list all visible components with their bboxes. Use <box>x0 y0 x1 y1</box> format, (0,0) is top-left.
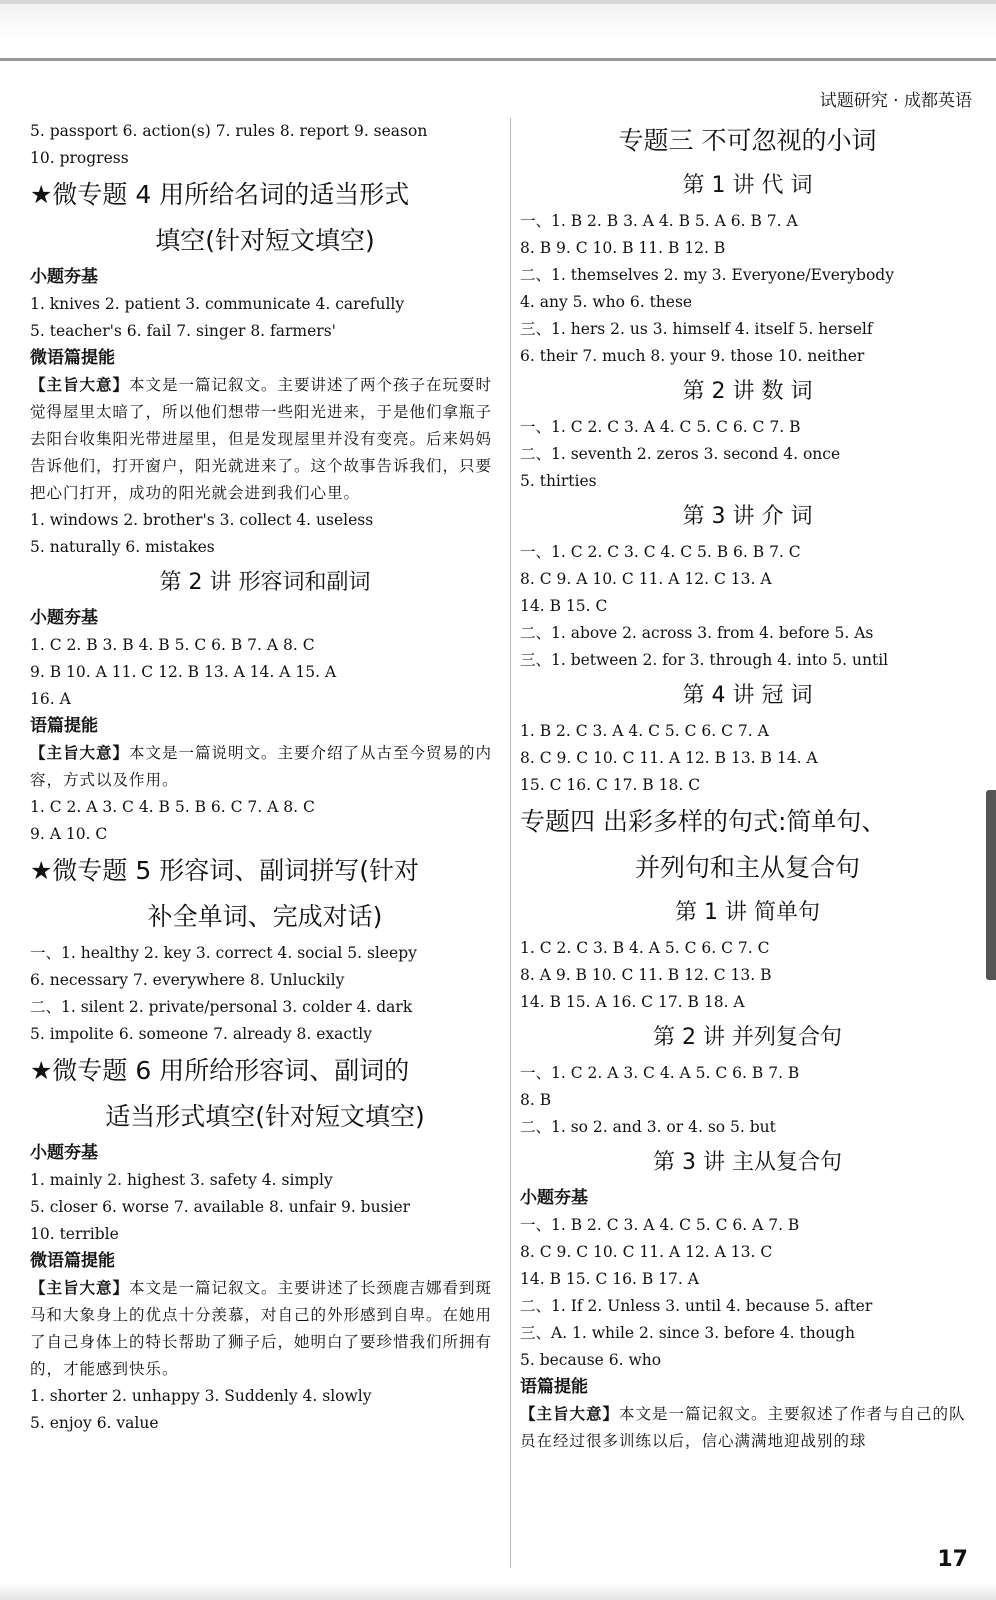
answer-line: 一、1. C 2. C 3. A 4. C 5. C 6. C 7. B <box>520 418 801 436</box>
answer-line: 5. passport 6. action(s) 7. rules 8. report 9. season <box>30 122 428 140</box>
answer-line: 14. B 15. C <box>520 597 608 615</box>
answer-line: 一、1. C 2. A 3. C 4. A 5. C 6. B 7. B <box>520 1064 800 1082</box>
right-column <box>520 118 975 1455</box>
summary-tag: 【主旨大意】 <box>30 376 130 394</box>
answer-line: 8. A 9. B 10. C 11. B 12. C 13. B <box>520 966 772 984</box>
topic-heading: 适当形式填空(针对短文填空) <box>105 1102 425 1131</box>
summary-text: 本文是一篇记叙文。主要讲述了长颈鹿吉娜看到斑马和大象身上的优点十分羡慕，对自己的外形感到自卑。在她用了自己身体上的特长帮助了狮子后，她明白了要珍惜我们所拥有的，才能感到快乐。 <box>30 1279 493 1378</box>
bottom-border <box>0 1582 996 1600</box>
lesson-heading: 第 2 讲 形容词和副词 <box>159 570 371 595</box>
summary-text: 本文是一篇记叙文。主要讲述了两个孩子在玩耍时觉得屋里太暗了，所以他们想带一些阳光进来，于是他们拿瓶子去阳台收集阳光带进屋里，但是发现屋里并没有变亮。后来妈妈告诉他们，打开窗户，阳光就进来了。这个故事告诉我们，只要把心门打开，成功的阳光就会进到我们心里。 <box>30 376 493 502</box>
answer-line: 5. closer 6. worse 7. available 8. unfair 9. busier <box>30 1198 411 1216</box>
subsection-title: 语篇提能 <box>30 716 98 736</box>
answer-line: 二、1. silent 2. private/personal 3. colder 4. dark <box>30 998 413 1016</box>
summary-tag: 【主旨大意】 <box>30 744 130 762</box>
answer-line: 二、1. so 2. and 3. or 4. so 5. but <box>520 1118 776 1136</box>
answer-line: 10. progress <box>30 149 129 167</box>
answer-line: 10. terrible <box>30 1225 119 1243</box>
subsection-title: 微语篇提能 <box>30 348 115 368</box>
summary-tag: 【主旨大意】 <box>30 1279 130 1297</box>
answer-line: 5. thirties <box>520 472 597 490</box>
summary-tag: 【主旨大意】 <box>520 1405 620 1423</box>
edge-tab <box>986 790 996 980</box>
lesson-heading: 第 3 讲 主从复合句 <box>653 1150 842 1175</box>
column-divider <box>510 118 511 1568</box>
answer-line: 一、1. healthy 2. key 3. correct 4. social 5. sleepy <box>30 944 417 962</box>
answer-line: 6. their 7. much 8. your 9. those 10. neither <box>520 347 865 365</box>
summary-paragraph <box>30 740 500 794</box>
answer-line: 二、1. themselves 2. my 3. Everyone/Everybody <box>520 266 894 284</box>
answer-line: 8. C 9. C 10. C 11. A 12. A 13. C <box>520 1243 773 1261</box>
lesson-heading: 第 2 讲 数 词 <box>682 379 813 404</box>
answer-line: 5. teacher's 6. fail 7. singer 8. farmers' <box>30 322 336 340</box>
answer-line: 二、1. If 2. Unless 3. until 4. because 5. after <box>520 1297 873 1315</box>
answer-line: 一、1. B 2. C 3. A 4. C 5. C 6. A 7. B <box>520 1216 800 1234</box>
lesson-heading: 第 4 讲 冠 词 <box>682 683 813 708</box>
answer-line: 5. impolite 6. someone 7. already 8. exactly <box>30 1025 372 1043</box>
topic-heading: ★微专题 4 用所给名词的适当形式 <box>30 180 410 209</box>
left-column <box>30 118 500 1437</box>
answer-line: 1. C 2. A 3. C 4. B 5. B 6. C 7. A 8. C <box>30 798 315 816</box>
summary-paragraph <box>30 372 500 507</box>
answer-line: 1. C 2. B 3. B 4. B 5. C 6. B 7. A 8. C <box>30 636 315 654</box>
answer-line: 1. mainly 2. highest 3. safety 4. simply <box>30 1171 333 1189</box>
answer-line: 14. B 15. C 16. B 17. A <box>520 1270 699 1288</box>
answer-line: 二、1. seventh 2. zeros 3. second 4. once <box>520 445 841 463</box>
topic-heading: ★微专题 5 形容词、副词拼写(针对 <box>30 856 419 885</box>
subsection-title: 小题夯基 <box>30 1143 98 1163</box>
page-header: 试题研究 · 成都英语 <box>819 91 972 111</box>
topic-heading: ★微专题 6 用所给形容词、副词的 <box>30 1056 410 1085</box>
summary-text: 本文是一篇记叙文。主要叙述了作者与自己的队员在经过很多训练以后，信心满满地迎战别的球 <box>520 1405 966 1450</box>
page-number: 17 <box>937 1547 968 1572</box>
answer-line: 4. any 5. who 6. these <box>520 293 693 311</box>
answer-line: 8. B <box>520 1091 552 1109</box>
top-border <box>0 0 996 62</box>
answer-line: 三、A. 1. while 2. since 3. before 4. though <box>520 1324 855 1342</box>
answer-line: 8. C 9. A 10. C 11. A 12. C 13. A <box>520 570 772 588</box>
answer-line: 5. enjoy 6. value <box>30 1414 159 1432</box>
answer-line: 15. C 16. C 17. B 18. C <box>520 776 701 794</box>
subsection-title: 语篇提能 <box>520 1377 588 1397</box>
topic-heading: 专题三 不可忽视的小词 <box>618 126 877 155</box>
answer-line: 6. necessary 7. everywhere 8. Unluckily <box>30 971 345 989</box>
summary-text: 本文是一篇说明文。主要介绍了从古至今贸易的内容，方式以及作用。 <box>30 744 493 789</box>
answer-line: 9. A 10. C <box>30 825 108 843</box>
top-rule <box>0 58 996 61</box>
lesson-heading: 第 3 讲 介 词 <box>682 504 813 529</box>
topic-heading: 并列句和主从复合句 <box>634 853 860 882</box>
answer-line: 1. C 2. C 3. B 4. A 5. C 6. C 7. C <box>520 939 770 957</box>
subsection-title: 微语篇提能 <box>30 1251 115 1271</box>
answer-line: 1. windows 2. brother's 3. collect 4. useless <box>30 511 374 529</box>
answer-line: 1. shorter 2. unhappy 3. Suddenly 4. slowly <box>30 1387 372 1405</box>
subsection-title: 小题夯基 <box>30 267 98 287</box>
subsection-title: 小题夯基 <box>520 1188 588 1208</box>
lesson-heading: 第 1 讲 代 词 <box>682 173 813 198</box>
answer-line: 三、1. between 2. for 3. through 4. into 5. until <box>520 651 889 669</box>
answer-line: 5. because 6. who <box>520 1351 662 1369</box>
answer-line: 一、1. B 2. B 3. A 4. B 5. A 6. B 7. A <box>520 212 798 230</box>
answer-line: 9. B 10. A 11. C 12. B 13. A 14. A 15. A <box>30 663 337 681</box>
topic-heading: 补全单词、完成对话) <box>147 902 383 931</box>
topic-heading: 专题四 出彩多样的句式:简单句、 <box>520 807 887 836</box>
answer-line: 1. B 2. C 3. A 4. C 5. C 6. C 7. A <box>520 722 769 740</box>
topic-heading: 填空(针对短文填空) <box>155 226 375 255</box>
subsection-title: 小题夯基 <box>30 608 98 628</box>
answer-line: 1. knives 2. patient 3. communicate 4. carefully <box>30 295 405 313</box>
answer-line: 二、1. above 2. across 3. from 4. before 5. As <box>520 624 874 642</box>
answer-line: 5. naturally 6. mistakes <box>30 538 215 556</box>
lesson-heading: 第 2 讲 并列复合句 <box>653 1025 842 1050</box>
answer-line: 14. B 15. A 16. C 17. B 18. A <box>520 993 745 1011</box>
answer-line: 三、1. hers 2. us 3. himself 4. itself 5. herself <box>520 320 873 338</box>
summary-paragraph <box>30 1275 500 1383</box>
answer-line: 8. B 9. C 10. B 11. B 12. B <box>520 239 726 257</box>
lesson-heading: 第 1 讲 简单句 <box>675 900 820 925</box>
answer-line: 16. A <box>30 690 71 708</box>
answer-line: 8. C 9. C 10. C 11. A 12. B 13. B 14. A <box>520 749 818 767</box>
answer-line: 一、1. C 2. C 3. C 4. C 5. B 6. B 7. C <box>520 543 801 561</box>
summary-paragraph <box>520 1401 975 1455</box>
